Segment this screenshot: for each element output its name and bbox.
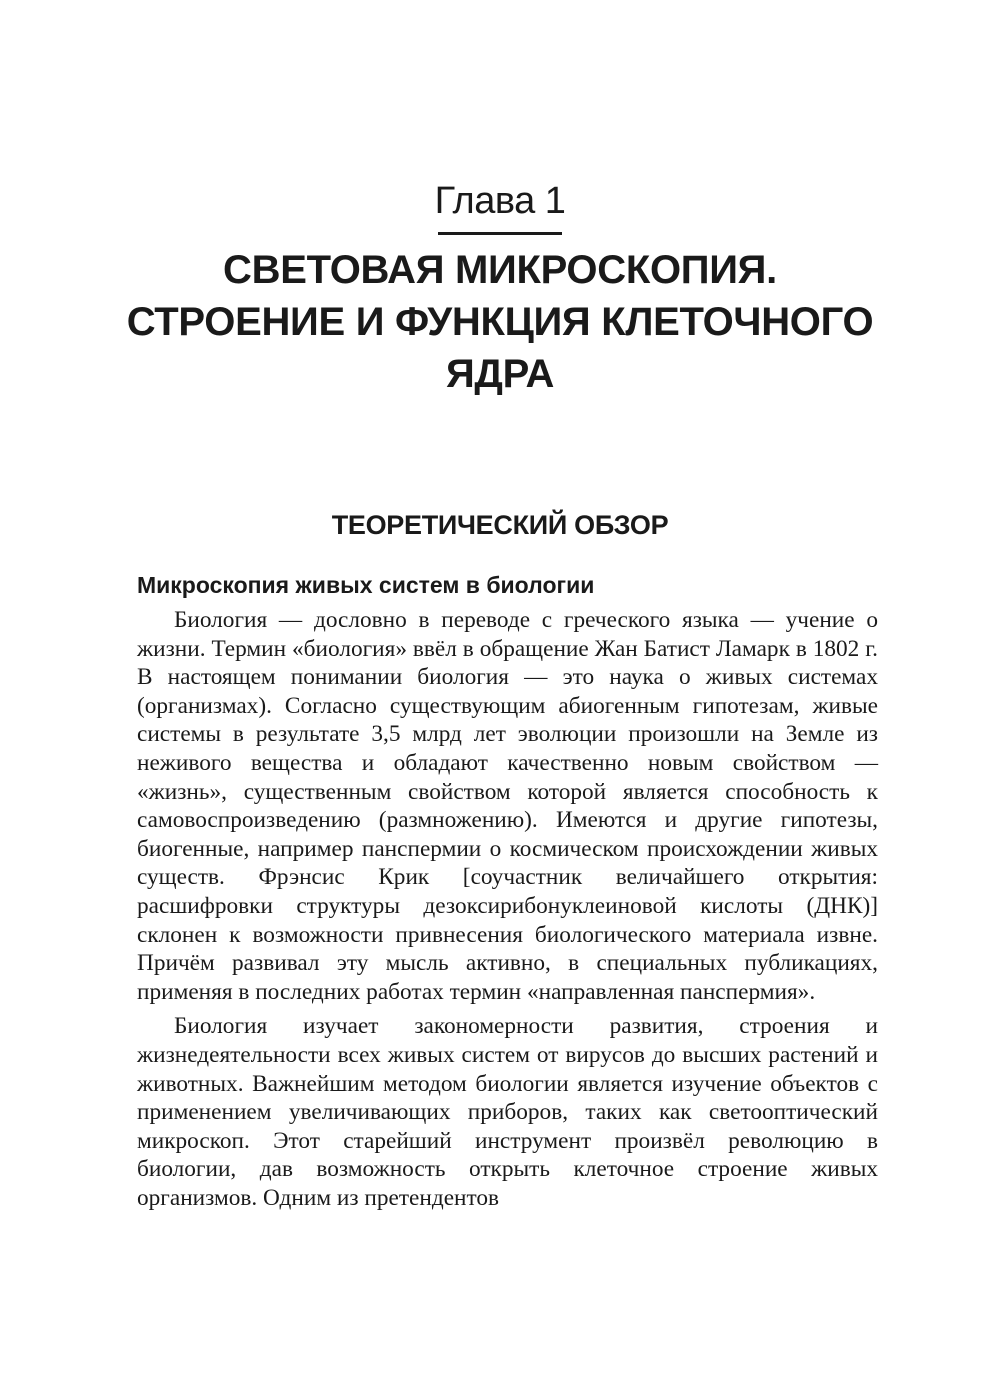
paragraph: Биология — дословно в переводе с греческого языка — учение о жизни. Термин «биология» ввёл в обращение Жан Батист Ламарк в 1802 г. В настоящем понимании биология — это наука о живых системах (организмах). Согласно существующим абиогенным гипотезам, живые системы в результате 3,5 млрд лет эволюции произошли на Земле из неживого вещества и обладают качественно новым свойством — «жизнь», существенным свойством которой является способность к самовоспроизведению (размножению). Имеются и другие гипотезы, биогенные, например панспермии о космическом происхождении живых существ. Фрэнсис Крик [соучастник величайшего открытия: расшифровки структуры дезоксирибонуклеиновой кислоты (ДНК)] склонен к возможности привнесения биологического материала извне. Причём развивал эту мысль активно, в специальных публикациях, применяя в последних работах термин «направленная панспермия». xyxy=(137,607,878,1005)
paragraph: Биология изучает закономерности развития, строения и жизнедеятельности всех живых систем от вирусов до высших растений и животных. Важнейшим методом биологии является изучение объектов с применением увеличивающих приборов, таких как светооптический микроскоп. Этот старейший инструмент произвёл революцию в биологии, дав возможность открыть клеточное строение живых организмов. Одним из претендентов xyxy=(137,1013,878,1211)
section-heading: ТЕОРЕТИЧЕСКИЙ ОБЗОР xyxy=(331,510,669,540)
chapter-label-underline xyxy=(438,232,562,235)
subsection-heading: Микроскопия живых систем в биологии xyxy=(137,572,595,598)
chapter-title-line: СВЕТОВАЯ МИКРОСКОПИЯ. xyxy=(223,248,777,292)
body-text xyxy=(137,606,878,1212)
chapter-title-line: ЯДРА xyxy=(445,352,555,396)
chapter-label: Глава 1 xyxy=(434,180,566,222)
chapter-title xyxy=(100,244,900,400)
chapter-title-line: СТРОЕНИЕ И ФУНКЦИЯ КЛЕТОЧНОГО xyxy=(126,300,874,344)
